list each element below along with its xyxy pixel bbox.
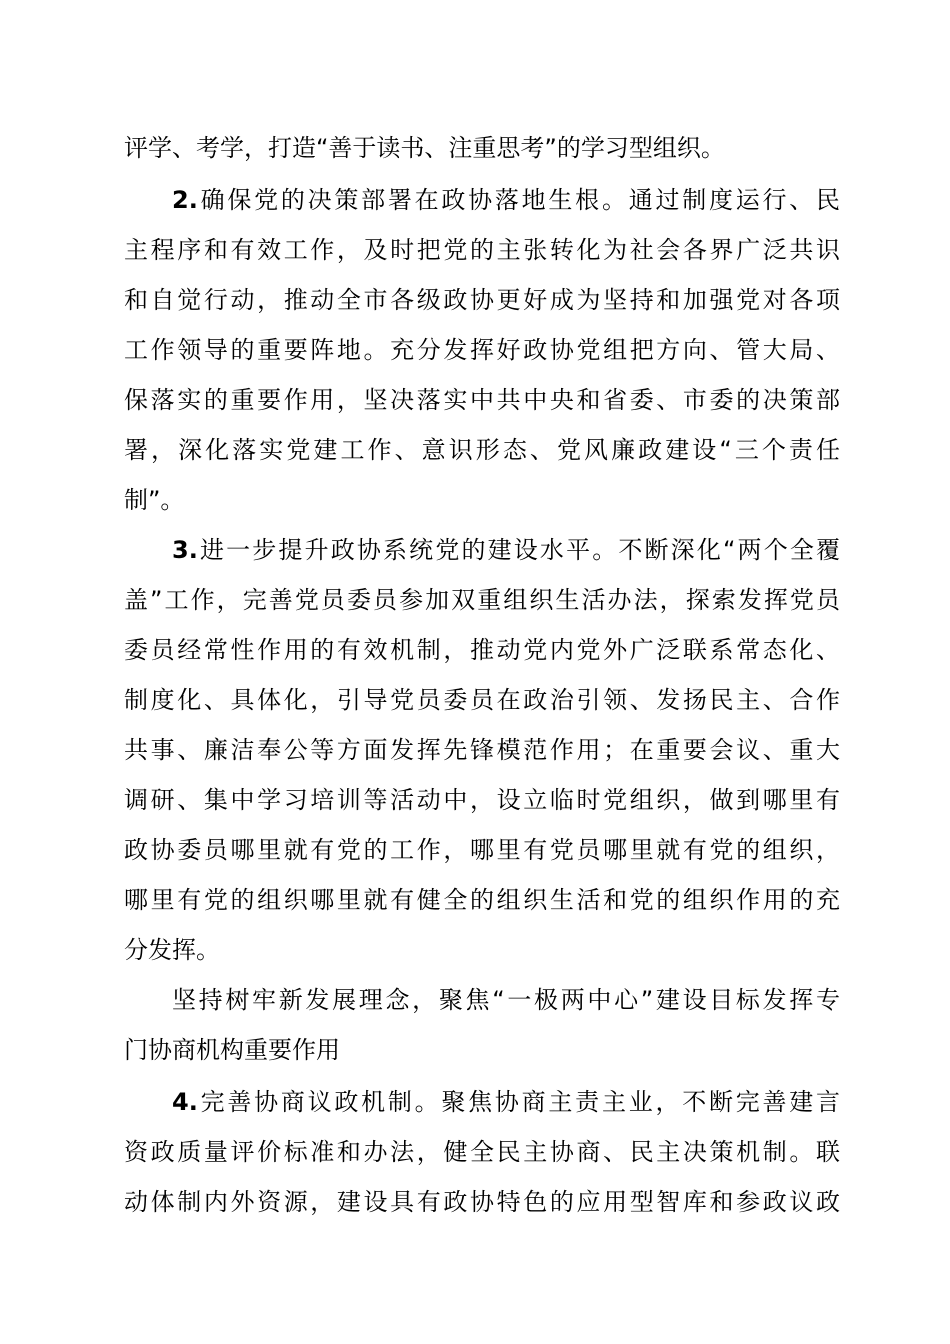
- item-number: 3.: [172, 536, 198, 564]
- text-line: [124, 128, 840, 168]
- line-text: 委员经常性作用的有效机制，推动党内党外广泛联系常态化、: [124, 636, 840, 664]
- text-line: [124, 480, 840, 520]
- line-text: 署，深化落实党建工作、意识形态、党风廉政建设“三个责任: [124, 436, 840, 464]
- text-line: [124, 1132, 840, 1172]
- line-text: 进一步提升政协系统党的建设水平。不断深化“两个全覆: [197, 536, 840, 564]
- text-line: [124, 580, 840, 620]
- item-heading-line: [172, 1082, 840, 1122]
- line-text: 门协商机构重要作用: [124, 1036, 340, 1064]
- line-text: 保落实的重要作用，坚决落实中共中央和省委、市委的决策部: [124, 386, 840, 414]
- line-text: 调研、集中学习培训等活动中，设立临时党组织，做到哪里有: [124, 786, 840, 814]
- line-text: 完善协商议政机制。聚焦协商主责主业，不断完善建言: [197, 1088, 840, 1116]
- text-line: [124, 730, 840, 770]
- line-text: 哪里有党的组织哪里就有健全的组织生活和党的组织作用的充: [124, 886, 840, 914]
- text-line: [124, 230, 840, 270]
- line-text: 动体制内外资源，建设具有政协特色的应用型智库和参政议政: [124, 1188, 840, 1216]
- item-heading-line: [172, 530, 840, 570]
- text-line: [124, 1182, 840, 1222]
- line-text: 资政质量评价标准和办法，健全民主协商、民主决策机制。联: [124, 1138, 840, 1166]
- text-line: [124, 380, 840, 420]
- text-line: [124, 780, 840, 820]
- text-line: [124, 280, 840, 320]
- line-text: 共事、廉洁奉公等方面发挥先锋模范作用；在重要会议、重大: [124, 736, 840, 764]
- text-line: [124, 630, 840, 670]
- text-line: [124, 930, 840, 970]
- text-line: [124, 680, 840, 720]
- line-text: 确保党的决策部署在政协落地生根。通过制度运行、民: [197, 186, 840, 214]
- line-text: 制”。: [124, 486, 185, 514]
- line-text: 工作领导的重要阵地。充分发挥好政协党组把方向、管大局、: [124, 336, 840, 364]
- line-text: 制度化、具体化，引导党员委员在政治引领、发扬民主、合作: [124, 686, 840, 714]
- text-line: [124, 330, 840, 370]
- line-text: 评学、考学，打造“善于读书、注重思考”的学习型组织。: [124, 134, 725, 162]
- section-heading-line: [124, 1030, 840, 1070]
- line-text: 和自觉行动，推动全市各级政协更好成为坚持和加强党对各项: [124, 286, 840, 314]
- section-heading-line: [172, 980, 840, 1020]
- line-text: 坚持树牢新发展理念，聚焦“一极两中心”建设目标发挥专: [172, 986, 840, 1014]
- text-line: [124, 830, 840, 870]
- item-number: 4.: [172, 1088, 198, 1116]
- line-text: 政协委员哪里就有党的工作，哪里有党员哪里就有党的组织，: [124, 836, 840, 864]
- item-number: 2.: [172, 186, 198, 214]
- item-heading-line: [172, 180, 840, 220]
- line-text: 主程序和有效工作，及时把党的主张转化为社会各界广泛共识: [124, 236, 840, 264]
- line-text: 盖”工作，完善党员委员参加双重组织生活办法，探索发挥党员: [124, 586, 840, 614]
- text-line: [124, 430, 840, 470]
- line-text: 分发挥。: [124, 936, 220, 964]
- text-line: [124, 880, 840, 920]
